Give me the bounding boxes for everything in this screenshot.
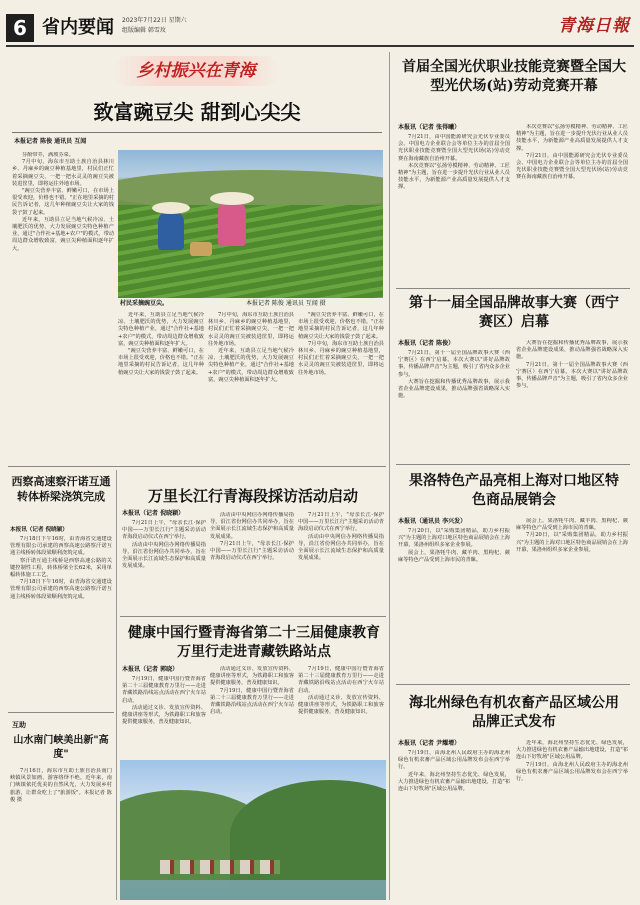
farm-body-b [516,740,628,898]
interview-headline: 万里长江行青海段採访活动启动 [147,487,358,505]
farmer-hat-2 [210,192,254,205]
brand-body-b [516,340,628,460]
bridge-paragraph: 7月18日下午16时，由青海省交通建设管理有限公司承建的西察高速公路察汗诺互通主线桥转体段梁顺利浇筑完成。 [10,579,112,600]
interview-byline: 本报讯（记者 倪晓颖） [122,510,185,517]
editor-line: 组版编辑 韩雪玫 [122,27,166,34]
basket [190,242,212,256]
lead-rule [12,132,382,133]
section-rule [8,712,114,713]
interview-body-a [122,520,206,612]
expo-paragraph: 7月20日，以"采购集团精品，助力乡村振兴"为主题的上海对口地区特色商品展销会在上海开幕，果洛州组织多家企业参展。 [398,528,510,549]
river [120,880,386,900]
section-rule [120,616,386,617]
farmer-hat-1 [152,202,190,214]
photo-credit: 本报记者 陈俊 通讯员 互闻 摄 [246,300,326,307]
lead-paragraph: 芬酚带芥，满坡芬菜。 [22,152,74,158]
expo-paragraph: 7月20日，以"采购集团精品，助力乡村振兴"为主题的上海对口地区特色商品展销会在上海开幕，果洛州组织多家企业参展。 [516,532,628,553]
tour-body [10,768,112,898]
health-headline: 健康中国行暨青海省第二十三届健康教育万里行走进青藏铁路站点 [128,625,380,660]
expo-paragraph: 展会上，果洛牦牛肉、藏羊肉、黑枸杞、蕨麻等特色产品受到上海市民的青睐。 [516,518,628,532]
page-number-badge [6,14,34,42]
section-rule [396,288,630,289]
page-number: 6 [13,16,27,40]
lead-body-col4 [298,312,384,462]
farm-body-a [398,750,510,898]
farm-byline: 本报讯（记者 尹耀增） [398,740,461,747]
farm-paragraph: 近年来，海北州坚持生态优先、绿色发展，大力推进绿色有机农畜产品输出地建设，打造"祁连山下好牧场"区域公用品牌。 [516,740,628,761]
lead-paragraph: 近年来，互助县立足当地气候冷凉、土壤肥沃的优势，大力发展豌豆尖特色种植产业，通过"合作社+基地+农户"的模式，带动周边群众增收致富，豌豆尖种植面积逐年扩大。 [208,348,294,383]
lead-byline: 本报记者 陈俊 通讯员 互闻 [14,138,87,145]
solar-paragraph: 本次竞赛以"弘扬劳模精神、劳动精神、工匠精神"为主题，旨在进一步提升光伏行业从业人员技能水平，为新能源产业高质量发展提供人才支撑。 [398,162,510,191]
solar-body-b [516,124,628,284]
health-paragraph: 7月19日，健康中国行暨青海省第二十三届健康教育万里行——走进青藏铁路沿线站点活动在西宁火车站启动。 [122,676,206,704]
lead-paragraph: "豌豆尖营养丰富、鲜嫩可口，在市场上很受欢迎，价格也不错。"正在地里采摘的村民告诉记者，这几年种植豌豆尖让大家的钱袋子鼓了起来。 [298,312,384,340]
farm-paragraph: 近年来，海北州坚持生态优先、绿色发展，大力推进绿色有机农畜产品输出地建设，打造"祁连山下好牧场"区域公用品牌。 [398,771,510,793]
health-body-b [210,666,294,756]
lead-body-col1 [12,152,114,462]
tour-paragraph: 7月16日，海东市互助土族自治县南门峡镇风景如画，游客络绎不绝。近年来，南门峡镇依托优美的自然风光，大力发展乡村旅游，让群众吃上了"旅游饭"。本报记者 陈俊 摄 [10,768,112,803]
brand-body-a [398,350,510,460]
solar-paragraph: 7月21日，由中国能源研究会光伏专业委员会、中国电力企业联合会等单位主办的首届全国光伏职业技能竞赛暨全国大型光伏场(站)劳动竞赛在海南藏族自治州开幕。 [398,134,510,162]
section-rule [396,684,630,685]
farmer-figure-1 [158,210,184,250]
lead-paragraph: 7月中旬，海东市互助土族自治县林川乡、丹麻乡的豌豆种植基地里，村民们正忙着采摘豌豆尖，一把一把水灵灵的豌豆尖被装进筐里，即将运往外地市场。 [298,340,384,376]
lead-body-col3 [208,312,294,462]
interview-body-c [298,512,384,612]
solar-byline: 本报讯（记者 张得曦） [398,124,461,131]
brand-paragraph: 大赛旨在挖掘和传播优秀品牌故事，展示我省企业品牌建设成果，推动品牌强省战略深入实施。 [516,340,628,361]
health-paragraph: 活动通过义诊、发放宣传资料、健康讲座等形式，为铁路职工和旅客提供健康服务，普及健康知识。 [210,666,294,687]
brand-paragraph: 7月21日，第十一届全国品牌故事大赛（西宁赛区）在西宁启幕。本次大赛以"讲好品牌故事，传播品牌声音"为主题，吸引了省内众多企业参与。 [398,350,510,378]
farm-headline: 海北州绿色有机农畜产品区域公用品牌正式发布 [409,695,619,730]
brand-headline: 第十一届全国品牌故事大赛（西宁赛区）启幕 [409,295,619,330]
interview-paragraph: 7月21日上午，"母亲长江·保护中国——万里长江行"主题采访活动青海段启动仪式在西宁举行。 [298,512,384,533]
expo-headline: 果洛特色产品亮相上海对口地区特色商品展销会 [409,473,619,508]
masthead-rule [6,45,634,47]
interview-paragraph: 活动由中央网信办网络传播局指导，沿江省份网信办共同举办，旨在全面展示长江流域生态保护和高质量发展成果。 [298,533,384,562]
health-body-c [298,666,384,756]
solar-headline: 首届全国光伏职业技能竞赛暨全国大型光伏场(站)劳动竞赛开幕 [402,59,626,94]
date-line: 2023年7月22日 星期六 [122,17,187,24]
health-paragraph: 活动通过义诊、发放宣传资料、健康讲座等形式，为铁路职工和旅客提供健康服务，普及健康知识。 [298,694,384,716]
solar-paragraph: 7月21日，由中国能源研究会光伏专业委员会、中国电力企业联合会等单位主办的首届全国光伏职业技能竞赛暨全国大型光伏场(站)劳动竞赛在海南藏族自治州开幕。 [516,152,628,181]
bridge-paragraph: 7月18日下午16时，由青海省交通建设管理有限公司承建的西察高速公路察汗诺互通主线桥转体段梁顺利浇筑完成。 [10,536,112,557]
theme-banner-text: 乡村振兴在青海 [136,61,256,81]
lead-paragraph: "豌豆尖营养丰富、鲜嫩可口，在市场上很受欢迎，价格也不错。"正在地里采摘的村民告诉记者，这几年种植豌豆尖让大家的钱袋子鼓了起来。 [118,348,204,376]
interview-paragraph: 7月21日上午，"母亲长江·保护中国——万里长江行"主题采访活动青海段启动仪式在西宁举行。 [210,540,294,562]
bridge-paragraph: 察汗诺互通主线桥是西察高速公路的关键控制性工程，转体桥梁全长62米，采用单幅转体施工工艺。 [10,557,112,579]
theme-banner [112,56,280,86]
interview-paragraph: 活动由中央网信办网络传播局指导，沿江省份网信办共同举办，旨在全面展示长江流域生态保护和高质量发展成果。 [122,541,206,570]
section-rule [396,464,630,465]
farm-paragraph: 7月19日，由海北州人民政府主办的海北州绿色有机农畜产品区域公用品牌发布会在西宁举行。 [398,750,510,771]
health-paragraph: 7月19日，健康中国行暨青海省第二十三届健康教育万里行——走进青藏铁路沿线站点活动在西宁火车站启动。 [210,687,294,716]
health-paragraph: 活动通过义诊、发放宣传资料、健康讲座等形式，为铁路职工和旅客提供健康服务，普及健康知识。 [122,704,206,726]
interview-body-b [210,512,294,612]
lead-paragraph: "豌豆尖营养丰富、鲜嫩可口，在市场上很受欢迎，价格也不错。"正在地里采摘的村民告诉记者，这几年种植豌豆尖让大家的钱袋子鼓了起来。 [12,188,114,216]
village-houses [160,860,280,874]
lead-paragraph: 近年来，互助县立足当地气候冷凉、土壤肥沃的优势，大力发展豌豆尖特色种植产业，通过"合作社+基地+农户"的模式，带动周边群众增收致富，豌豆尖种植面积逐年扩大。 [12,216,114,252]
farm-paragraph: 7月19日，由海北州人民政府主办的海北州绿色有机农畜产品区域公用品牌发布会在西宁举行。 [516,761,628,783]
landscape-photo [120,760,386,900]
brand-byline: 本报讯（记者 陈俊） [398,340,455,347]
expo-byline: 本报讯（通讯员 李兴发） [398,518,467,525]
section-rule [8,466,386,467]
health-byline: 本报讯（记者 郭晓） [122,666,179,673]
lead-paragraph: 近年来，互助县立足当地气候冷凉、土壤肥沃的优势，大力发展豌豆尖特色种植产业，通过"合作社+基地+农户"的模式，带动周边群众增收致富，豌豆尖种植面积逐年扩大。 [118,312,204,347]
lead-body-col2 [118,312,204,462]
expo-body-a [398,528,510,678]
bridge-byline: 本报讯（记者 倪晓颖） [10,527,68,533]
lead-paragraph: 7月中旬，海东市互助土族自治县林川乡、丹麻乡的豌豆种植基地里，村民们正忙着采摘豌豆尖，一把一把水灵灵的豌豆尖被装进筐里，即将运往外地市场。 [208,312,294,347]
lead-paragraph: 7月中旬，海东市互助土族自治县林川乡、丹麻乡的豌豆种植基地里，村民们正忙着采摘豌豆尖，一把一把水灵灵的豌豆尖被装进筐里，即将运往外地市场。 [12,159,114,187]
health-body-a [122,676,206,756]
photo-caption: 村民采摘豌豆尖。 [120,300,169,307]
bridge-headline: 西察高速察汗诺互通转体桥梁浇筑完成 [11,475,111,503]
newspaper-logo: 青海日報 [558,16,630,36]
tour-headline: 山水南门峡美出新"高度" [13,735,109,760]
expo-body-b [516,518,628,678]
interview-paragraph: 活动由中央网信办网络传播局指导，沿江省份网信办共同举办，旨在全面展示长江流域生态保护和高质量发展成果。 [210,512,294,540]
solar-body-a [398,134,510,284]
section-title: 省内要闻 [42,17,114,38]
health-paragraph: 7月19日，健康中国行暨青海省第二十三届健康教育万里行——走进青藏铁路沿线站点活动在西宁火车站启动。 [298,666,384,694]
brand-paragraph: 大赛旨在挖掘和传播优秀品牌故事，展示我省企业品牌建设成果，推动品牌强省战略深入实施。 [398,378,510,400]
column-divider [116,470,117,900]
expo-paragraph: 展会上，果洛牦牛肉、藏羊肉、黑枸杞、蕨麻等特色产品受到上海市民的青睐。 [398,549,510,563]
solar-paragraph: 本次竞赛以"弘扬劳模精神、劳动精神、工匠精神"为主题，旨在进一步提升光伏行业从业人员技能水平，为新能源产业高质量发展提供人才支撑。 [516,124,628,152]
interview-paragraph: 7月21日上午，"母亲长江·保护中国——万里长江行"主题采访活动青海段启动仪式在西宁举行。 [122,520,206,541]
lead-headline: 致富豌豆尖 甜到心尖尖 [93,100,301,124]
tour-kicker: 互助 [12,720,26,729]
bridge-body [10,536,112,706]
column-divider [389,52,390,900]
brand-paragraph: 7月21日，第十一届全国品牌故事大赛（西宁赛区）在西宁启幕。本次大赛以"讲好品牌故事，传播品牌声音"为主题，吸引了省内众多企业参与。 [516,361,628,390]
farmer-figure-2 [218,200,246,246]
lead-photo [118,150,383,298]
